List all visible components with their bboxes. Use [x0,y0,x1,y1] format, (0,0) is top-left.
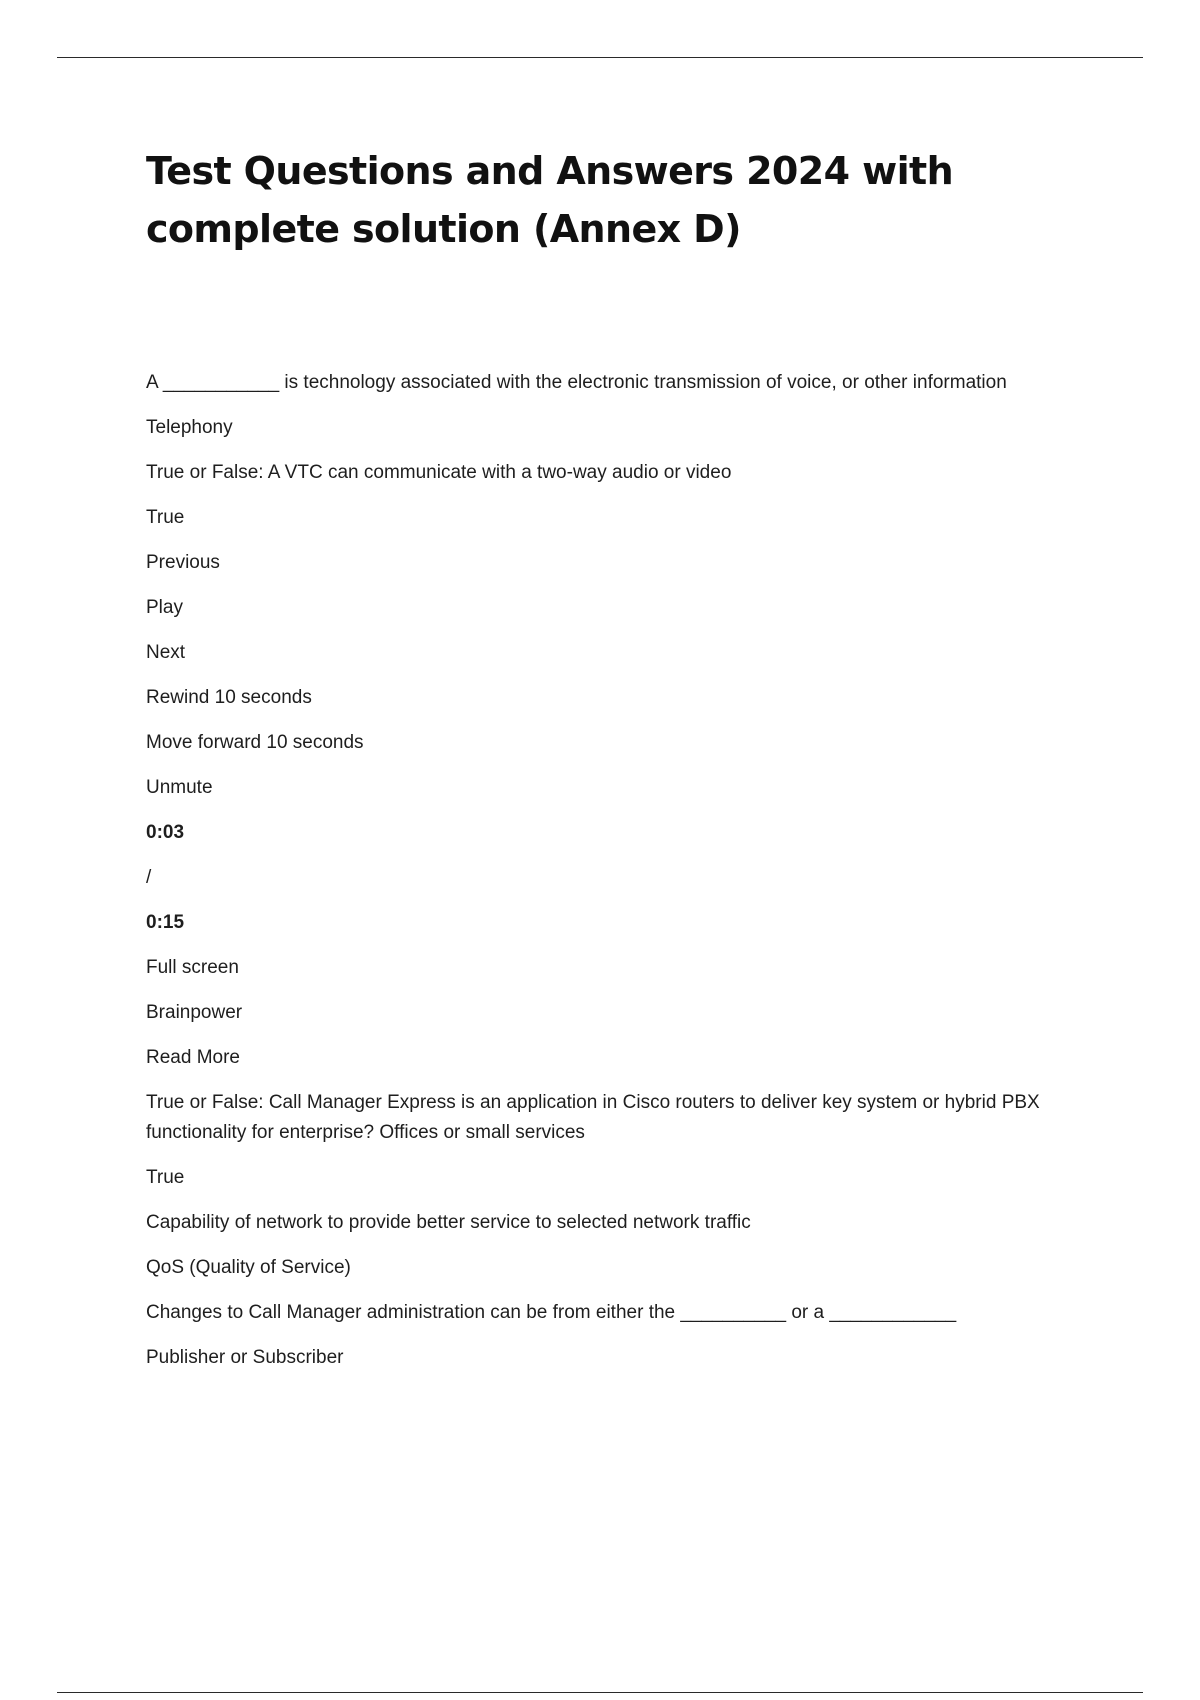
text-line: 0:03 [146,822,185,843]
text-line: True or False: Call Manager Express is an application in Cisco routers to deliver key system or hybrid PBX functionality for enterprise? Offices or small services [146,1092,1040,1143]
text-line: Capability of network to provide better service to selected network traffic [146,1212,751,1233]
top-divider [57,57,1143,58]
document-body [146,368,1086,1388]
text-line: Next [146,642,186,663]
text-line: Rewind 10 seconds [146,687,312,708]
text-line: True [146,1167,185,1188]
text-line: Brainpower [146,1002,243,1023]
text-line: True [146,507,185,528]
text-line: Full screen [146,957,239,978]
text-line: A ___________ is technology associated with the electronic transmission of voice, or other information [146,372,1007,393]
text-line: Play [146,597,183,618]
text-line: / [146,867,152,888]
text-line: Move forward 10 seconds [146,732,364,753]
text-line: Read More [146,1047,240,1068]
text-line: Changes to Call Manager administration can be from either the __________ or a ____________ [146,1302,957,1323]
text-line: True or False: A VTC can communicate with a two-way audio or video [146,462,732,483]
text-line: Previous [146,552,220,573]
bottom-divider [57,1692,1143,1693]
document-title: Test Questions and Answers 2024 with complete solution (Annex D) [146,149,954,251]
text-line: 0:15 [146,912,185,933]
text-line: Publisher or Subscriber [146,1347,344,1368]
text-line: QoS (Quality of Service) [146,1257,351,1278]
text-line: Unmute [146,777,213,798]
text-line: Telephony [146,417,233,438]
